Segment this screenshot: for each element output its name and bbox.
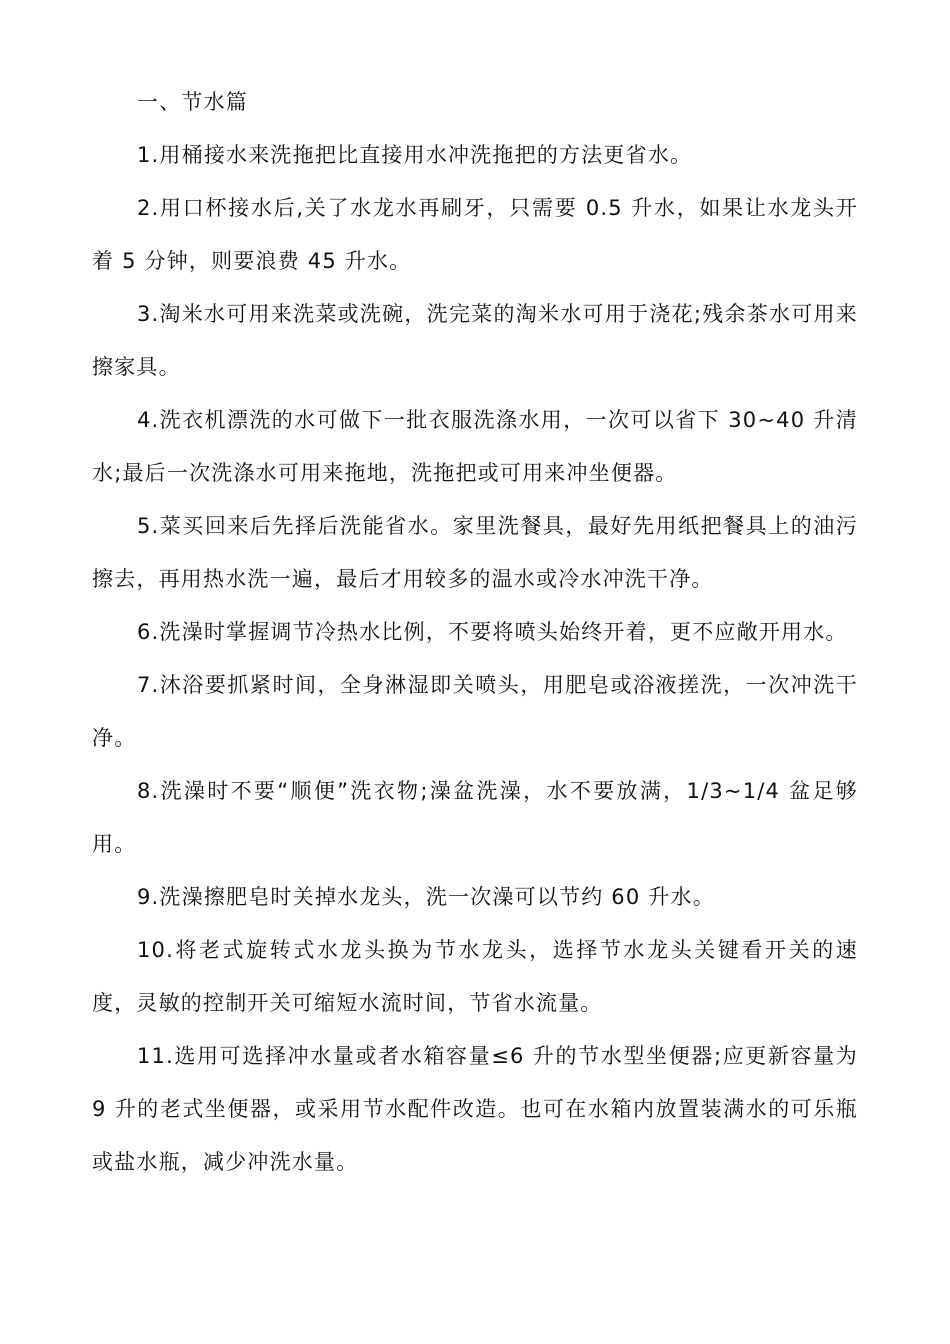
tip-item-9: 9.洗澡擦肥皂时关掉水龙头，洗一次澡可以节约 60 升水。: [137, 885, 715, 909]
tip-item-8: 8.洗澡时不要“顺便”洗衣物;澡盆洗澡，水不要放满，1/3~1/4 盆足够用。: [92, 779, 858, 856]
tip-item-2: 2.用口杯接水后,关了水龙水再刷牙，只需要 0.5 升水，如果让水龙头开着 5 分钟，则要浪费 45 升水。: [92, 196, 858, 273]
tip-item-4: 4.洗衣机漂洗的水可做下一批衣服洗涤水用，一次可以省下 30~40 升清水;最后一次洗涤水可用来拖地，洗拖把或可用来冲坐便器。: [92, 408, 858, 485]
tip-item-1: 1.用桶接水来洗拖把比直接用水冲洗拖把的方法更省水。: [137, 143, 693, 167]
tip-item-7: 7.沐浴要抓紧时间，全身淋湿即关喷头，用肥皂或浴液搓洗，一次冲洗干净。: [92, 673, 858, 750]
section-heading: 一、节水篇: [137, 90, 248, 114]
tip-item-3: 3.淘米水可用来洗菜或洗碗，洗完菜的淘米水可用于浇花;残余茶水可用来擦家具。: [92, 302, 858, 379]
tip-item-6: 6.洗澡时掌握调节冷热水比例，不要将喷头始终开着，更不应敞开用水。: [137, 620, 848, 644]
tip-item-11: 11.选用可选择冲水量或者水箱容量≤6 升的节水型坐便器;应更新容量为 9 升的老式坐便器，或采用节水配件改造。也可在水箱内放置装满水的可乐瓶或盐水瓶，减少冲洗水量。: [92, 1044, 858, 1174]
tip-item-5: 5.菜买回来后先择后洗能省水。家里洗餐具，最好先用纸把餐具上的油污擦去，再用热水洗一遍，最后才用较多的温水或冷水冲洗干净。: [92, 514, 858, 591]
tip-item-10: 10.将老式旋转式水龙头换为节水龙头，选择节水龙头关键看开关的速度，灵敏的控制开关可缩短水流时间，节省水流量。: [92, 938, 858, 1015]
